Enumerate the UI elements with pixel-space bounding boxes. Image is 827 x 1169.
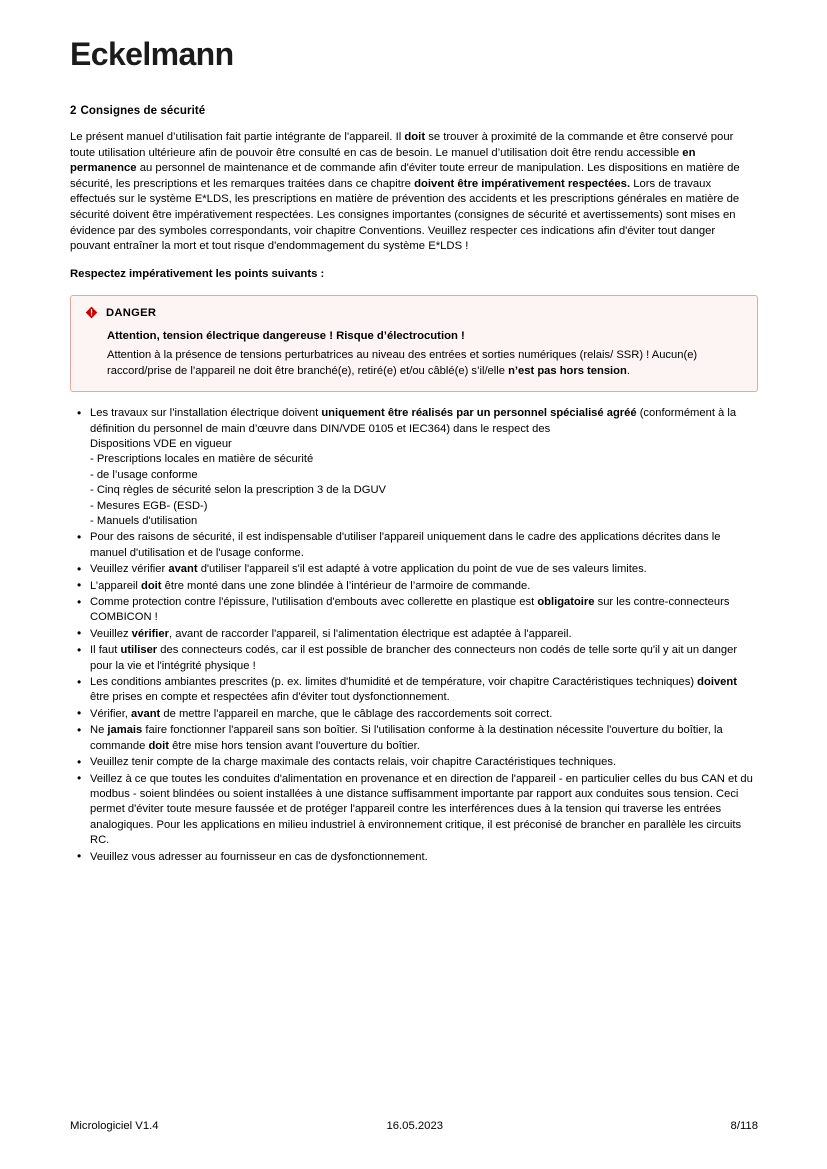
section-title-text: Consignes de sécurité [80, 105, 206, 117]
intro-part-3: au personnel de maintenance et de commande afin d'éviter toute erreur de manipulation. Les dispositions en matière de sécurité, les prescriptions et les remarques traitées dans ce chapitre [70, 162, 740, 190]
footer-firmware: Micrologiciel V1.4 [70, 1120, 159, 1132]
list-item-text: Les travaux sur l’installation électrique doivent [90, 407, 322, 420]
list-item-text: Vérifier, [90, 707, 132, 720]
list-item-text: Il faut [90, 644, 121, 657]
list-item-emphasis: uniquement être réalisés par un personnel spécialisé agréé [321, 407, 637, 420]
list-item-text: d'utiliser l'appareil s'il est adapté à votre application du point de vue de ses valeurs limites. [197, 563, 647, 576]
lead-in-text: Respectez impérativement les points suivants : [70, 267, 325, 280]
section-heading [70, 105, 758, 117]
list-item-emphasis: avant [168, 563, 198, 576]
list-item-subline: - de l’usage conforme [90, 468, 198, 481]
list-item-text: (conformément à la définition du personnel de main d’œuvre dans DIN/VDE 0105 et IEC364) dans le respect des [90, 407, 737, 435]
danger-title: Attention, tension électrique dangereuse ! Risque d’électrocution ! [107, 330, 465, 343]
list-item-text: être mise hors tension avant l'ouverture du boîtier. [168, 739, 420, 752]
footer-page-number: 8/118 [730, 1120, 758, 1132]
list-item-emphasis: avant [131, 707, 161, 720]
list-item [70, 850, 758, 865]
safety-bullet-list [70, 406, 758, 865]
intro-part-2: se trouver à proximité de la commande et être conservé pour toute utilisation ultérieure afin de pouvoir être consulté en cas de besoin. Le manuel d’utilisation doit être rendu accessible [70, 131, 734, 159]
list-item-subline: - Manuels d'utilisation [90, 515, 198, 527]
section-number: 2 [70, 105, 77, 117]
list-item [70, 562, 758, 577]
list-item-emphasis: utiliser [120, 644, 158, 657]
danger-text [107, 348, 743, 379]
list-item-text: Veillez à ce que toutes les conduites d'alimentation en provenance et en direction de l'appareil - en particulier celles du bus CAN et du modbus - soient blindées ou soient installées à une distance suffisamment importante par rapport aux conduites sous tension. Ceci permet d'éviter toute mesure faussée et de protéger l'appareil contre les interférences dues à la tension qui traverse les entrées analogiques. Pour les applications en milieu industriel à environnement critique, il est préconisé de brancher en parallèle les circuits RC. [90, 772, 753, 847]
list-item-subline: - Mesures EGB- (ESD-) [90, 499, 208, 512]
intro-bold-2: en permanence [70, 146, 696, 175]
list-item-emphasis: vérifier [131, 627, 169, 640]
list-item [70, 675, 758, 706]
list-item-emphasis: doit [148, 739, 169, 752]
intro-part-1: Le présent manuel d’utilisation fait partie intégrante de l'appareil. Il [70, 131, 405, 143]
list-item-text: de mettre l'appareil en marche, que le câblage des raccordements soit correct. [160, 707, 553, 720]
list-item-emphasis: doit [141, 579, 162, 592]
intro-part-4: Lors de travaux effectués sur le système E*LDS, les prescriptions en matière de prévention des accidents et les prescriptions générales en matière de sécurité doivent être impérativement respectées. Les consignes importantes (consignes de sécurité et avertissements) sont mises en évidence par des symboles correspondants, voir chapitre Conventions. Veuillez respecter ces indications afin d'éviter tout danger pouvant entraîner la mort et tout risque d'endommagement du système E*LDS ! [70, 177, 740, 253]
intro-paragraph [70, 130, 758, 255]
list-item-text: , avant de raccorder l'appareil, si l'alimentation électrique est adaptée à l'appareil. [169, 627, 572, 640]
list-item-text: Veuillez tenir compte de la charge maximale des contacts relais, voir chapitre Caractéristiques techniques. [90, 756, 617, 769]
list-item [70, 772, 758, 849]
list-item [70, 530, 758, 561]
list-item [70, 406, 758, 529]
list-item-text: Veuillez vérifier [90, 563, 169, 576]
list-item-text: Comme protection contre l'épissure, l'utilisation d'embouts avec collerette en plastique est [90, 596, 538, 609]
danger-text-bold: n’est pas hors tension [508, 364, 627, 377]
list-item-text: L’appareil [90, 579, 142, 592]
list-item-text: sur les contre-connecteurs COMBICON ! [90, 596, 730, 624]
list-item-subline: - Cinq règles de sécurité selon la prescription 3 de la DGUV [90, 484, 386, 497]
list-item-text: Les conditions ambiantes prescrites (p. ex. limites d'humidité et de température, voir chapitre Caractéristiques techniques) [90, 676, 698, 689]
list-item-text: faire fonctionner l'appareil sans son boîtier. Si l'utilisation conforme à la destination nécessite l'ouverture du boîtier, la commande [90, 724, 723, 752]
list-item-text: être monté dans une zone blindée à l’intérieur de l’armoire de commande. [161, 579, 531, 592]
page-content [70, 105, 758, 866]
list-item [70, 723, 758, 754]
list-item-text: Veuillez [90, 627, 132, 640]
list-item-emphasis: obligatoire [537, 596, 595, 609]
intro-bold-3: doivent être impérativement respectées. [414, 177, 631, 190]
company-logo: Eckelmann [70, 36, 234, 72]
list-item [70, 755, 758, 770]
danger-header [85, 306, 743, 319]
list-item [70, 627, 758, 642]
page-footer [70, 1120, 758, 1132]
list-item-text: des connecteurs codés, car il est possible de brancher des connecteurs non codés de telle sorte qu'il y ait un danger pour la vie et l'intégrité physique ! [90, 644, 738, 672]
danger-label: DANGER [106, 306, 157, 319]
list-item-subline: Dispositions VDE en vigueur [90, 437, 232, 450]
list-item-text: être prises en compte et respectées afin d'éviter tout dysfonctionnement. [90, 691, 450, 704]
intro-bold-1: doit [404, 131, 426, 143]
danger-text-part-1: Attention à la présence de tensions perturbatrices au niveau des entrées et sorties numériques (relais/ SSR) ! Aucun(e) raccord/prise de l’appareil ne doit être branché(e), retiré(e) et/ou câblé(e) s’il/elle [107, 349, 698, 377]
danger-body [85, 328, 743, 379]
list-item-text: Pour des raisons de sécurité, il est indispensable d'utiliser l'appareil uniquement dans le cadre des applications décrites dans le manuel d'utilisation et de l'usage conforme. [90, 531, 721, 559]
list-item-text: Ne [90, 724, 108, 737]
list-item [70, 643, 758, 674]
list-item-subline: - Prescriptions locales en matière de sécurité [90, 453, 314, 466]
list-item [70, 595, 758, 626]
danger-warning-icon [85, 306, 98, 319]
list-item-emphasis: doivent [697, 676, 737, 689]
danger-text-part-2: . [626, 364, 630, 377]
list-item-text: Veuillez vous adresser au fournisseur en cas de dysfonctionnement. [90, 850, 428, 863]
list-item-emphasis: jamais [107, 724, 143, 737]
danger-callout [70, 295, 758, 392]
list-item [70, 707, 758, 722]
footer-date: 16.05.2023 [386, 1120, 444, 1132]
list-item [70, 579, 758, 594]
